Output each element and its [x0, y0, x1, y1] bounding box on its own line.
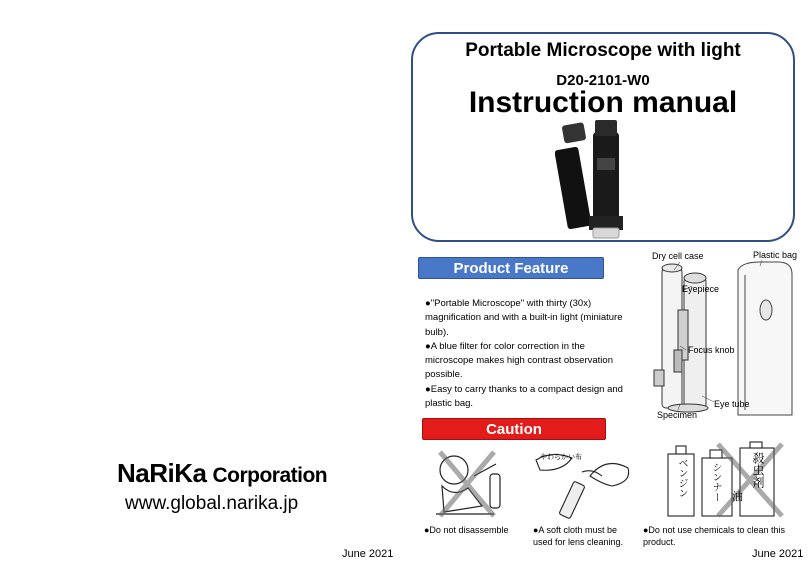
- label-dry-cell-case: Dry cell case: [652, 251, 704, 261]
- brand-name: NaRiKa: [117, 458, 207, 488]
- label-eye-tube: Eye tube: [714, 399, 750, 409]
- caution-heading: Caution: [422, 418, 606, 440]
- caution-caption: ●Do not use chemicals to clean this product.: [643, 525, 786, 547]
- label-specimen: Specimen: [657, 410, 698, 420]
- product-feature-heading: Product Feature: [418, 257, 604, 279]
- feature-item: ●A blue filter for color correction in the microscope makes high contrast observation possible.: [425, 340, 613, 381]
- label-focus-knob: Focus knob: [688, 345, 735, 355]
- bottle-label: 殺虫剤: [751, 452, 765, 488]
- do-not-disassemble-illustration: [424, 446, 524, 522]
- bottle-label: 油: [732, 491, 743, 503]
- bottle-label: ベンジン: [676, 458, 687, 498]
- brand-logo: [117, 458, 328, 489]
- caution-caption: ●Do not disassemble: [424, 525, 509, 535]
- website-url: www.global.narika.jp: [125, 493, 299, 514]
- microscope-photo: [555, 118, 645, 243]
- label-plastic-bag: Plastic bag: [753, 250, 798, 260]
- date-left: June 2021: [342, 548, 394, 560]
- bottle-label: シンナー: [710, 462, 721, 502]
- label-eyepiece: Eyepiece: [682, 284, 720, 294]
- feature-item: ●"Portable Microscope" with thirty (30x) magnification and with a built-in light (miniature bulb).: [425, 298, 623, 338]
- feature-list: [425, 297, 625, 411]
- model-number: D20-2101-W0: [556, 72, 650, 89]
- caution-caption: ●A soft cloth must be used for lens cleaning.: [533, 525, 624, 547]
- manual-title: Instruction manual: [468, 86, 738, 119]
- product-title: Portable Microscope with light: [465, 40, 741, 61]
- cloth-bubble: やわらかい布: [540, 454, 582, 461]
- feature-item: ●Easy to carry thanks to a compact design and plastic bag.: [425, 383, 623, 410]
- brand-suffix: Corporation: [212, 464, 328, 487]
- date-right: June 2021: [752, 548, 804, 560]
